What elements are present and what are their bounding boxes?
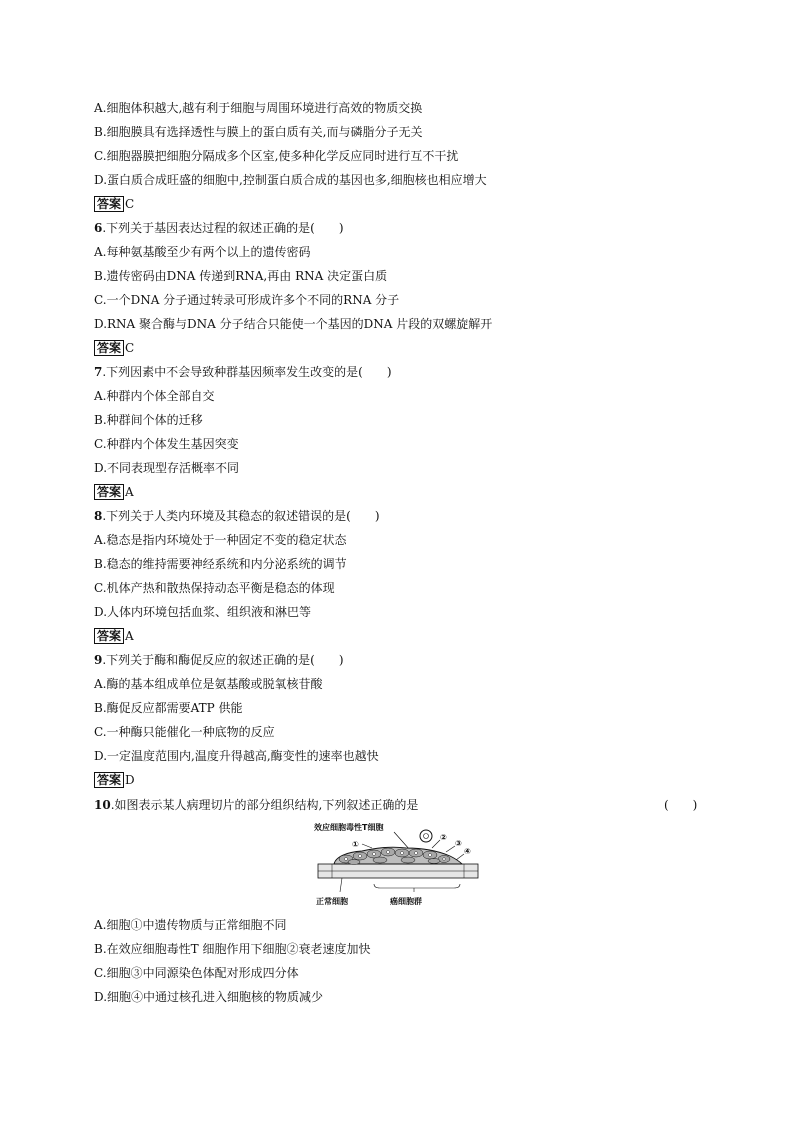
question-number: 10 (94, 798, 111, 812)
pathology-figure (314, 818, 484, 912)
q8-option-c: C.机体产热和散热保持动态平衡是稳态的体现 (94, 581, 335, 595)
q8-answer (94, 628, 134, 644)
q7-option-a: A.种群内个体全部自交 (94, 389, 215, 403)
q10-option-d: D.细胞④中通过核孔进入细胞核的物质减少 (94, 990, 324, 1004)
question-number: 7 (94, 365, 103, 379)
label-normal-cell: 正常细胞 (316, 897, 348, 906)
question-number: 9 (94, 653, 103, 667)
q10-stem (94, 797, 418, 813)
q6-option-d: D.RNA 聚合酶与DNA 分子结合只能使一个基因的DNA 片段的双螺旋解开 (94, 317, 493, 331)
marker-2: ② (440, 833, 447, 842)
q7-option-c: C.种群内个体发生基因突变 (94, 437, 239, 451)
q9-option-c: C.一种酶只能催化一种底物的反应 (94, 725, 275, 739)
q5-option-d: D.蛋白质合成旺盛的细胞中,控制蛋白质合成的基因也多,细胞核也相应增大 (94, 173, 487, 187)
q8-option-d: D.人体内环境包括血浆、组织液和淋巴等 (94, 605, 312, 619)
q8-stem (94, 508, 380, 524)
question-number: 8 (94, 509, 103, 523)
q5-option-b: B.细胞膜具有选择透性与膜上的蛋白质有关,而与磷脂分子无关 (94, 125, 423, 139)
q10-option-a: A.细胞①中遗传物质与正常细胞不同 (94, 918, 287, 932)
q6-option-c: C.一个DNA 分子通过转录可形成许多个不同的RNA 分子 (94, 293, 400, 307)
q5-answer (94, 196, 134, 212)
q6-stem (94, 220, 344, 236)
q5-option-a: A.细胞体积越大,越有利于细胞与周围环境进行高效的物质交换 (94, 101, 423, 115)
answer-value: D (125, 773, 135, 787)
question-text: .下列关于酶和酶促反应的叙述正确的是( ) (102, 653, 344, 667)
q10-option-b: B.在效应细胞毒性T 细胞作用下细胞②衰老速度加快 (94, 942, 371, 956)
question-text: .下列关于基因表达过程的叙述正确的是( ) (102, 221, 344, 235)
q9-answer (94, 772, 135, 788)
answer-label: 答案 (94, 340, 124, 356)
q8-option-a: A.稳态是指内环境处于一种固定不变的稳定状态 (94, 533, 347, 547)
q6-option-b: B.遗传密码由DNA 传递到RNA,再由 RNA 决定蛋白质 (94, 269, 388, 283)
answer-value: A (125, 485, 134, 499)
marker-3: ③ (455, 839, 462, 848)
q7-stem (94, 364, 392, 380)
marker-1: ① (352, 840, 359, 849)
question-number: 6 (94, 221, 103, 235)
q7-option-d: D.不同表现型存活概率不同 (94, 461, 240, 475)
answer-value: C (125, 341, 135, 355)
question-text: .如图表示某人病理切片的部分组织结构,下列叙述正确的是 (110, 798, 419, 812)
q6-answer (94, 340, 134, 356)
answer-label: 答案 (94, 484, 124, 500)
question-text: .下列因素中不会导致种群基因频率发生改变的是( ) (102, 365, 392, 379)
q5-option-c: C.细胞器膜把细胞分隔成多个区室,使多种化学反应同时进行互不干扰 (94, 149, 459, 163)
question-text: .下列关于人类内环境及其稳态的叙述错误的是( ) (102, 509, 380, 523)
q10-answer-paren: ( ) (664, 798, 698, 812)
label-t-cell: 效应细胞毒性T细胞 (314, 823, 384, 832)
q9-stem (94, 652, 344, 668)
answer-label: 答案 (94, 628, 124, 644)
answer-label: 答案 (94, 772, 124, 788)
q6-option-a: A.每种氨基酸至少有两个以上的遗传密码 (94, 245, 311, 259)
marker-4: ④ (464, 847, 471, 856)
q10-option-c: C.细胞③中同源染色体配对形成四分体 (94, 966, 299, 980)
label-cancer-group: 癌细胞群 (390, 897, 422, 906)
answer-value: C (125, 197, 135, 211)
q9-option-b: B.酶促反应都需要ATP 供能 (94, 701, 243, 715)
q9-option-a: A.酶的基本组成单位是氨基酸或脱氧核苷酸 (94, 677, 323, 691)
q9-option-d: D.一定温度范围内,温度升得越高,酶变性的速率也越快 (94, 749, 379, 763)
q7-option-b: B.种群间个体的迁移 (94, 413, 203, 427)
q8-option-b: B.稳态的维持需要神经系统和内分泌系统的调节 (94, 557, 347, 571)
q7-answer (94, 484, 134, 500)
answer-value: A (125, 629, 134, 643)
answer-label: 答案 (94, 196, 124, 212)
